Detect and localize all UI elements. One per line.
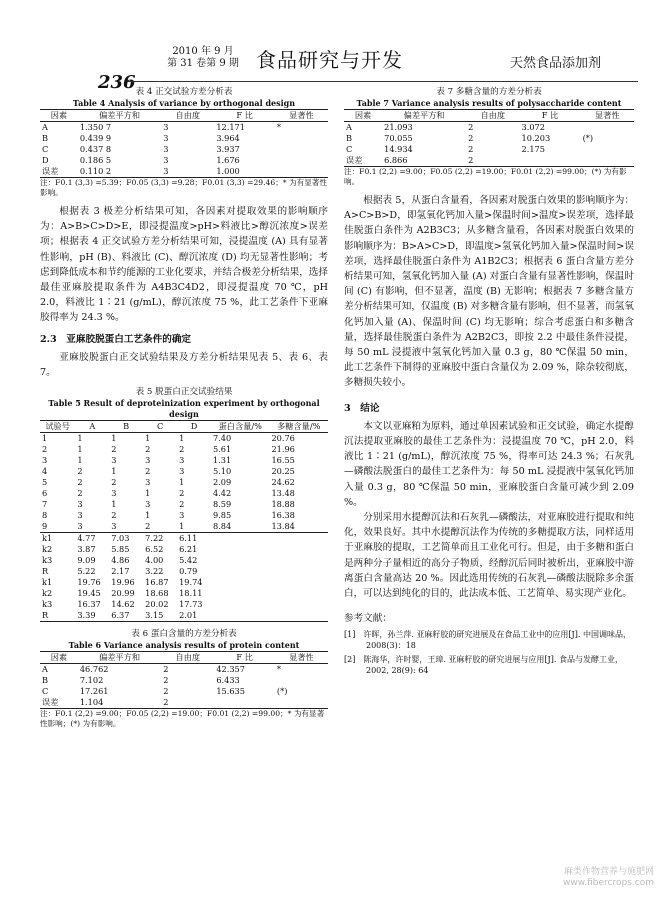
table-row: [40, 544, 328, 555]
table-cell: 42.357: [216, 664, 245, 675]
table-row: [40, 433, 328, 445]
table5-grid: [40, 420, 328, 622]
table-cell: 1: [145, 488, 151, 499]
table4: [40, 86, 328, 198]
table-cell: 6: [42, 488, 48, 499]
table-cell: 1: [179, 521, 185, 532]
table-cell: 18.88: [271, 499, 295, 510]
table5-caption-cn: 表 5 脱蛋白正交试验结果: [135, 387, 233, 398]
table-cell: D: [42, 155, 49, 165]
conclusion-title: 3 结论: [344, 402, 380, 414]
table4-grid: [40, 109, 328, 178]
table-cell: [275, 144, 328, 155]
table5-caption-en: Table 5 Result of deproteinization experiment by orthogonal design: [48, 398, 320, 420]
table-row: [40, 599, 328, 610]
references-title: 参考文献：: [344, 613, 392, 625]
table-cell: 13.48: [271, 488, 295, 499]
table-cell: 0.437 8: [79, 144, 112, 154]
table-cell: 17.73: [179, 599, 203, 610]
table-cell: 3.39: [77, 610, 96, 621]
watermark: [563, 867, 654, 889]
table-cell: 46.762: [79, 664, 109, 675]
table-cell: 6.433: [216, 675, 240, 686]
table-cell: 4.00: [145, 555, 164, 566]
table-cell: k3: [42, 555, 53, 566]
table-cell: 20.99: [111, 588, 135, 599]
table-cell: 2: [111, 477, 117, 488]
table-cell: 0.439 9: [79, 133, 112, 143]
table-cell: [211, 577, 269, 588]
table-cell: 误差: [42, 697, 59, 708]
table-cell: 3: [145, 455, 151, 466]
table-cell: 16.87: [145, 577, 169, 588]
table-cell: 2: [145, 466, 151, 477]
table-header: 显著性: [289, 652, 314, 663]
table-cell: [581, 155, 634, 167]
table-cell: 3: [145, 499, 151, 510]
table-cell: 3: [179, 466, 185, 477]
table-header: 因素: [50, 652, 68, 663]
table-cell: 7: [42, 499, 48, 510]
table7-caption-cn: 表 7 多糖含量的方差分析表: [436, 87, 542, 97]
table-cell: 2.175: [521, 144, 545, 154]
table-cell: [269, 544, 328, 555]
table-cell: 3.964: [216, 133, 240, 143]
table-cell: 5.10: [213, 466, 232, 477]
table-row: [40, 444, 328, 455]
table-cell: 16.37: [77, 599, 101, 610]
table-cell: B: [42, 675, 49, 686]
table-cell: C: [42, 686, 49, 697]
table-cell: 17.261: [79, 686, 109, 697]
table-cell: 3.937: [216, 144, 240, 154]
page-number: 236: [98, 72, 136, 93]
table-row: [40, 664, 328, 676]
reference-item: [1] 许晖，孙兰萍. 亚麻籽胶的研究进展及在食品工业中的应用[J]. 中国调味品，2008(3)：18: [344, 630, 631, 651]
table-header: D: [190, 421, 198, 432]
table6: [40, 628, 328, 729]
table-cell: 9.09: [77, 555, 96, 566]
watermark-line-2: www.fibercrops.com: [563, 878, 654, 888]
table-cell: *: [276, 122, 282, 132]
table-header: 显著性: [594, 110, 620, 120]
table-row: [344, 122, 634, 134]
table-cell: 2: [42, 444, 48, 455]
table-cell: R: [42, 610, 49, 621]
table-row: [344, 144, 634, 155]
table-cell: 2: [468, 155, 474, 165]
table-cell: [211, 599, 269, 610]
table-row: [40, 510, 328, 521]
table-row: [40, 577, 328, 588]
issue-volume: 第 31 卷第 9 期: [167, 58, 239, 69]
table-row: [40, 697, 328, 709]
table-cell: 3: [179, 455, 185, 466]
table-cell: 误差: [42, 166, 59, 176]
right-column: [344, 86, 634, 679]
table-cell: [269, 610, 328, 622]
table-cell: 13.84: [271, 521, 295, 532]
reference-item: [2] 陈海华，许时婴，王璋. 亚麻籽胶的研究进展与应用[J]. 食品与发酵工业，2002, 28(9): 64: [344, 655, 623, 676]
table-cell: 21.093: [384, 122, 413, 132]
table-cell: 2: [468, 122, 474, 132]
table-cell: [581, 122, 634, 134]
table6-caption-en: Table 6 Variance analysis results of protein content: [68, 640, 300, 651]
table-cell: 1: [111, 433, 117, 444]
table-cell: 6.37: [111, 610, 130, 621]
table-cell: 5.42: [179, 555, 198, 566]
conclusion-paragraph-2: 分别采用水提醇沉法和石灰乳—磷酸法，对亚麻胶进行提取和纯化，效果良好。其中水提醇沉法作为传统的多糖提取方法，同样适用于亚麻胶的提取，工艺简单而且工业化可行。但是，由于多糖和蛋白是两种分子量相近的高分子物质，经醇沉后同时被析出，亚麻胶中游离蛋白含量高达 20 %。因此选用传统的石灰乳—磷酸法脱除多余蛋白，可以达到纯化的目的，此法成本低、工艺简单、易实现产业化。: [344, 512, 634, 600]
table-cell: (*): [276, 686, 288, 697]
table-cell: 3: [77, 521, 83, 532]
table-cell: 2: [145, 444, 151, 455]
section-name: 天然食品添加剂: [510, 56, 602, 71]
table-cell: 7.102: [79, 675, 104, 686]
table-cell: 70.055: [384, 133, 413, 143]
table-cell: 4.42: [213, 488, 232, 499]
table-header: F 比: [236, 110, 253, 120]
table-header: B: [123, 421, 130, 432]
table-cell: 6.11: [179, 533, 198, 544]
table-header: 显著性: [289, 110, 314, 120]
table-row: [40, 477, 328, 488]
table-cell: [269, 555, 328, 566]
table-cell: 3: [163, 133, 169, 143]
table-cell: 1: [77, 433, 83, 444]
table-cell: 15.635: [216, 686, 245, 697]
table-header: 多糖含量/%: [277, 421, 321, 432]
table-row: [40, 499, 328, 510]
table-cell: [214, 697, 275, 709]
table-cell: 0.110 2: [79, 166, 112, 176]
table-cell: 2: [163, 675, 169, 686]
table-cell: 1.350 7: [79, 122, 112, 132]
table-row: [40, 521, 328, 533]
table-cell: 1: [77, 444, 83, 455]
table-header: 自由度: [480, 110, 506, 120]
table6-caption-cn: 表 6 蛋白含量的方差分析表: [131, 629, 237, 640]
table-cell: 2: [77, 466, 83, 477]
table6-note: 注：F0.1 (2,2) =9.00；F0.05 (2,2) =19.00；F0.01 (2,2) =99.00；* 为有显著性影响；(*) 为有影响。: [40, 709, 325, 729]
table-cell: 3: [163, 155, 169, 165]
table-row: [40, 588, 328, 599]
table5: [40, 386, 328, 622]
table-cell: 2.09: [213, 477, 232, 488]
table-header: 偏差平方和: [403, 110, 445, 120]
table-row: [344, 155, 634, 167]
table-cell: 1: [111, 466, 117, 477]
table-row: [40, 555, 328, 566]
table-cell: [275, 697, 328, 709]
table-cell: 3: [111, 521, 117, 532]
table-cell: *: [276, 664, 282, 675]
table-cell: k3: [42, 599, 53, 610]
table-cell: A: [42, 122, 48, 132]
table7-note: 注：F0.1 (2,2) =9.00；F0.05 (2,2) =19.00；F0.01 (2,2) =99.00；(*) 为有影响。: [344, 167, 627, 186]
table-cell: 4.86: [111, 555, 130, 566]
table-cell: 20.76: [271, 433, 295, 444]
table-cell: 2: [111, 510, 117, 521]
table-header: 偏差平方和: [99, 652, 141, 663]
table-cell: 5.61: [213, 444, 232, 455]
table-cell: 0.186 5: [79, 155, 112, 165]
table-cell: 5.22: [77, 566, 96, 577]
table-cell: k1: [42, 533, 53, 544]
table-cell: [275, 166, 328, 178]
table-cell: 2: [163, 697, 169, 708]
table-cell: k2: [42, 588, 53, 599]
table-cell: 8: [42, 510, 48, 521]
issue-info: [148, 46, 258, 70]
table-cell: 3: [111, 488, 117, 499]
table-row: [40, 610, 328, 622]
table7-caption-en: Table 7 Variance analysis results of polysaccharide content: [356, 98, 622, 108]
paragraph-results-deproteinization: 根据表 5，从蛋白含量看，各因素对脱蛋白效果的影响顺序为：A>C>B>D，即氢氧化钙加入量>保温时间>温度>误差项，选择最佳脱蛋白条件为 A2B3C3；从多糖含量看，各因素对脱蛋白效果的影响顺序为：B>A>C>D，即温度>氢氧化钙加入量>保温时间>误差项，选择最佳脱蛋白条件为 A1B2C3；根据表 6 蛋白含量方差分析结果可知，氢氧化钙加入量 (A) 对蛋白含量有显著性影响，保温时间 (C) 有影响，但不显著，温度 (B) 无影响；根据表 7 多糖含量方差分析结果可知，仅温度 (B) 对多糖含量有影响，但不显著，而氢氧化钙加入量 (A)、保温时间 (C) 均无影响；综合考虑蛋白和多糖含量，选择最佳脱蛋白条件为 A2B2C3，即按 2.2 中最佳条件浸提，每 50 mL 浸提液中氢氧化钙加入量 0.3 g，80 ℃保温 50 min，此工艺条件下制得的亚麻胶中蛋白含量仅为 2.09 %，除杂较彻底，多糖损失较小。: [344, 195, 634, 389]
table-cell: 1.104: [79, 697, 104, 708]
table-cell: 2: [468, 133, 474, 143]
table-cell: [275, 155, 328, 166]
table-cell: 19.96: [111, 577, 135, 588]
table-cell: 7.22: [145, 533, 164, 544]
header-rule: [128, 81, 638, 82]
table-cell: 3: [145, 477, 151, 488]
table-cell: 2: [179, 499, 185, 510]
table-row: [40, 566, 328, 577]
table-cell: B: [346, 133, 353, 143]
table-cell: 2.01: [179, 610, 198, 621]
table-cell: [211, 544, 269, 555]
table-cell: 2.17: [111, 566, 130, 577]
table-cell: [269, 533, 328, 545]
journal-title: 食品研究与开发: [256, 48, 403, 72]
table-cell: 24.62: [271, 477, 295, 488]
table-cell: [269, 577, 328, 588]
table-cell: 2: [77, 477, 83, 488]
table-cell: 3.15: [145, 610, 164, 621]
table-cell: 2: [179, 444, 185, 455]
table-cell: 3: [42, 455, 48, 466]
table-cell: k1: [42, 577, 53, 588]
table-cell: [581, 144, 634, 155]
table-row: [40, 144, 328, 155]
paragraph-results-extraction: 根据表 3 极差分析结果可知，各因素对提取效果的影响顺序为：A>B>C>D>E，即浸提温度>pH>料液比>醇沉浓度>误差项；根据表 4 正交试验方差分析结果可知，浸提温度 (A) 具有显著性影响，pH (B)、料液比 (C)、醇沉浓度 (D) 均无显著性影响；考虑到降低成本和节约能源的工业化要求，并结合极差分析结果，选择最佳亚麻胶提取条件为 A4B3C4D2，即浸提温度 70 ℃，pH 2.0，料液比 1∶21 (g/mL)，醇沉浓度 75 %，此工艺条件下亚麻胶得率为 24.3 %。: [40, 206, 328, 324]
table4-caption-cn: 表 4 正交试验方差分析表: [135, 87, 233, 97]
table-header: F 比: [541, 110, 559, 120]
table-cell: 20.25: [271, 466, 295, 477]
table-cell: 1.000: [216, 166, 240, 176]
watermark-line-1: 麻类作物营养与施肥网: [563, 867, 654, 877]
table-cell: 19.45: [77, 588, 101, 599]
table6-grid: [40, 651, 328, 709]
table4-note: 注：F0.1 (3,3) =5.39；F0.05 (3,3) =9.28；F0.01 (3,3) =29.46；* 为有显著性影响。: [40, 178, 327, 197]
table-cell: [211, 610, 269, 622]
table-header: 试验号: [45, 421, 70, 432]
table-row: [344, 133, 634, 144]
table-cell: A: [346, 122, 352, 132]
table-cell: 5.85: [111, 544, 130, 555]
table-cell: 21.96: [271, 444, 295, 455]
table-cell: 3: [111, 455, 117, 466]
table7: [344, 86, 634, 187]
table-cell: (*): [582, 133, 594, 143]
issue-date: 2010 年 9 月: [172, 46, 234, 57]
table-cell: [211, 566, 269, 577]
table-cell: 1: [77, 455, 83, 466]
table-cell: 4.77: [77, 533, 96, 544]
table-cell: [275, 133, 328, 144]
table-row: [40, 466, 328, 477]
table-cell: [275, 675, 328, 686]
table-cell: 3.87: [77, 544, 96, 555]
table-cell: 误差: [346, 155, 363, 165]
table-cell: 10.203: [521, 133, 551, 143]
table-cell: 2: [111, 444, 117, 455]
table-cell: 1: [179, 477, 185, 488]
table-cell: 18.11: [179, 588, 203, 599]
section-2-3-title: 2.3 亚麻胶脱蛋白工艺条件的确定: [40, 333, 192, 345]
table-row: [40, 122, 328, 134]
table-header: 偏差平方和: [99, 110, 141, 120]
table-header: 自由度: [175, 652, 201, 663]
table-cell: 1: [145, 433, 151, 444]
table-row: [40, 455, 328, 466]
table4-caption-en: Table 4 Analysis of variance by orthogonal design: [72, 98, 296, 108]
table-cell: 6.52: [145, 544, 164, 555]
table-cell: 2: [163, 664, 169, 675]
table-cell: 3.072: [521, 122, 545, 132]
left-column: [40, 86, 328, 729]
table-cell: 7.03: [111, 533, 130, 544]
conclusion-paragraph-1: 本文以亚麻粕为原料，通过单因素试验和正交试验，确定水提醇沉法提取亚麻胶的最佳工艺条件为：浸提温度 70 ℃，pH 2.0，料液比 1∶21 (g/mL)，醇沉浓度 75 %，得率可达 24.3 %；石灰乳—磷酸法脱蛋白的最佳工艺条件为：每 50 mL 浸提液中氢氧化钙加入量 0.3 g，80 ℃保温 50 min，亚麻胶蛋白含量可减少到 2.09 %。: [344, 420, 634, 508]
table-cell: 0.79: [179, 566, 198, 577]
table-cell: A: [42, 664, 48, 675]
table-row: [40, 155, 328, 166]
table-cell: 2: [163, 686, 169, 697]
table-row: [40, 133, 328, 144]
table-cell: 2: [468, 144, 474, 154]
table-cell: 5: [42, 477, 48, 488]
table-header: 因素: [354, 110, 372, 120]
table-cell: [269, 566, 328, 577]
table-cell: 6.21: [179, 544, 198, 555]
table-row: [40, 686, 328, 697]
table-cell: 3: [163, 166, 169, 176]
table-row: [40, 488, 328, 499]
table-cell: 9: [42, 521, 48, 532]
table-cell: 1: [42, 433, 48, 444]
table-cell: 16.55: [271, 455, 295, 466]
table-cell: 14.62: [111, 599, 135, 610]
table-cell: 20.02: [145, 599, 169, 610]
table-cell: 9.85: [213, 510, 232, 521]
table-cell: 3: [163, 122, 169, 132]
table-cell: 3: [77, 510, 83, 521]
table-cell: 1.31: [213, 455, 232, 466]
table-cell: 19.74: [179, 577, 203, 588]
table-cell: 16.38: [271, 510, 295, 521]
table-cell: 14.934: [384, 144, 413, 154]
table-header: 蛋白含量/%: [218, 421, 262, 432]
table-row: [40, 166, 328, 178]
table-cell: k2: [42, 544, 53, 555]
table-cell: 2: [179, 488, 185, 499]
table-cell: 4: [42, 466, 48, 477]
table7-grid: [344, 109, 634, 167]
table-header: F 比: [236, 652, 253, 663]
table-cell: [520, 155, 581, 167]
table-cell: B: [42, 133, 49, 143]
table-cell: C: [42, 144, 49, 154]
table-cell: 3: [179, 510, 185, 521]
table-cell: [211, 533, 269, 545]
table-cell: 1: [145, 510, 151, 521]
table-cell: 3: [163, 144, 169, 154]
table-header: 因素: [50, 110, 68, 120]
table-cell: [211, 588, 269, 599]
table-cell: [269, 588, 328, 599]
table-cell: 3.22: [145, 566, 164, 577]
table-cell: 7.40: [213, 433, 232, 444]
table-cell: 2: [77, 488, 83, 499]
table-cell: 19.76: [77, 577, 101, 588]
table-cell: 8.59: [213, 499, 232, 510]
table-cell: 6.866: [384, 155, 408, 165]
table-cell: 12.171: [216, 122, 245, 132]
table-cell: 8.84: [213, 521, 232, 532]
table-header: A: [89, 421, 96, 432]
table-cell: 1: [111, 499, 117, 510]
table-cell: [211, 555, 269, 566]
table-header: 自由度: [175, 110, 201, 120]
section-2-3-text: 亚麻胶脱蛋白正交试验结果及方差分析结果见表 5、表 6、表 7。: [40, 351, 328, 379]
table-cell: 2: [145, 521, 151, 532]
table-cell: 3: [77, 499, 83, 510]
table-row: [40, 675, 328, 686]
table-cell: 18.68: [145, 588, 169, 599]
table-cell: 1.676: [216, 155, 240, 165]
table-header: C: [156, 421, 164, 432]
table-cell: [269, 599, 328, 610]
table-row: [40, 533, 328, 545]
table-cell: C: [346, 144, 353, 154]
table-cell: R: [42, 566, 49, 577]
table-cell: 1: [179, 433, 185, 444]
